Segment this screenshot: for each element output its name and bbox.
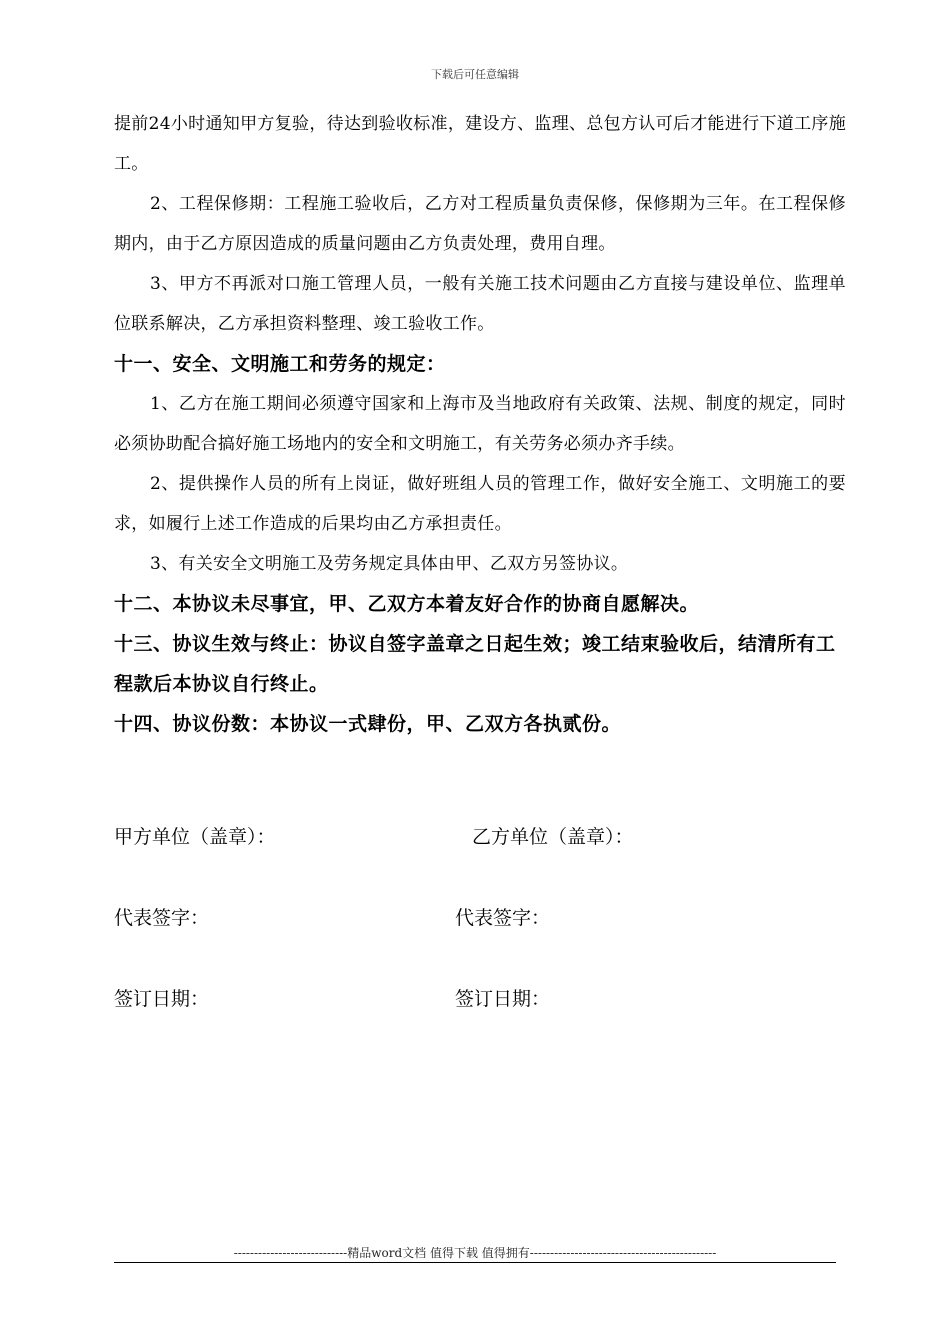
- section-heading-11: 十一、安全、文明施工和劳务的规定：: [114, 353, 446, 375]
- party-b-rep-label: 代表签字：: [455, 907, 551, 929]
- signature-row-date: [114, 984, 846, 1014]
- party-b-unit-label: 乙方单位（盖章）：: [472, 826, 634, 848]
- page-footer-note: ----------------------------精品word文档 值得下载 值得拥有----------------------------------------------: [233, 1246, 717, 1260]
- section-heading-13: 十三、协议生效与终止：协议自签字盖章之日起生效；竣工结束验收后，结清所有工程款后本协议自行终止。: [114, 633, 836, 695]
- paragraph-management-personnel: 3、甲方不再派对口施工管理人员，一般有关施工技术问题由乙方直接与建设单位、监理单位联系解决，乙方承担资料整理、竣工验收工作。: [114, 274, 846, 334]
- party-a-rep-label: 代表签字：: [114, 907, 210, 929]
- party-b-date-label: 签订日期：: [455, 988, 551, 1010]
- paragraph-warranty-period: 2、工程保修期：工程施工验收后，乙方对工程质量负责保修，保修期为三年。在工程保修期内，由于乙方原因造成的质量问题由乙方负责处理，费用自理。: [114, 194, 846, 254]
- paragraph-acceptance-continued: 提前24小时通知甲方复验，待达到验收标准，建设方、监理、总包方认可后才能进行下道工序施工。: [114, 114, 846, 174]
- document-body: [114, 104, 846, 744]
- party-a-unit-label: 甲方单位（盖章）：: [114, 826, 276, 848]
- footer-divider: [114, 1262, 836, 1263]
- section-heading-12: 十二、本协议未尽事宜，甲、乙双方本着友好合作的协商自愿解决。: [114, 593, 700, 615]
- paragraph-safety-compliance: 1、乙方在施工期间必须遵守国家和上海市及当地政府有关政策、法规、制度的规定，同时必须协助配合搞好施工场地内的安全和文明施工，有关劳务必须办齐手续。: [114, 394, 846, 454]
- signature-row-representative: [114, 903, 846, 933]
- paragraph-separate-agreement: 3、有关安全文明施工及劳务规定具体由甲、乙双方另签协议。: [150, 554, 629, 574]
- section-heading-14: 十四、协议份数：本协议一式肆份，甲、乙双方各执贰份。: [114, 713, 622, 735]
- signature-row-unit: [114, 822, 846, 852]
- party-a-date-label: 签订日期：: [114, 988, 210, 1010]
- paragraph-operator-certificates: 2、提供操作人员的所有上岗证，做好班组人员的管理工作，做好安全施工、文明施工的要求，如履行上述工作造成的后果均由乙方承担责任。: [114, 474, 846, 534]
- page-header-note: 下载后可任意编辑: [431, 68, 519, 81]
